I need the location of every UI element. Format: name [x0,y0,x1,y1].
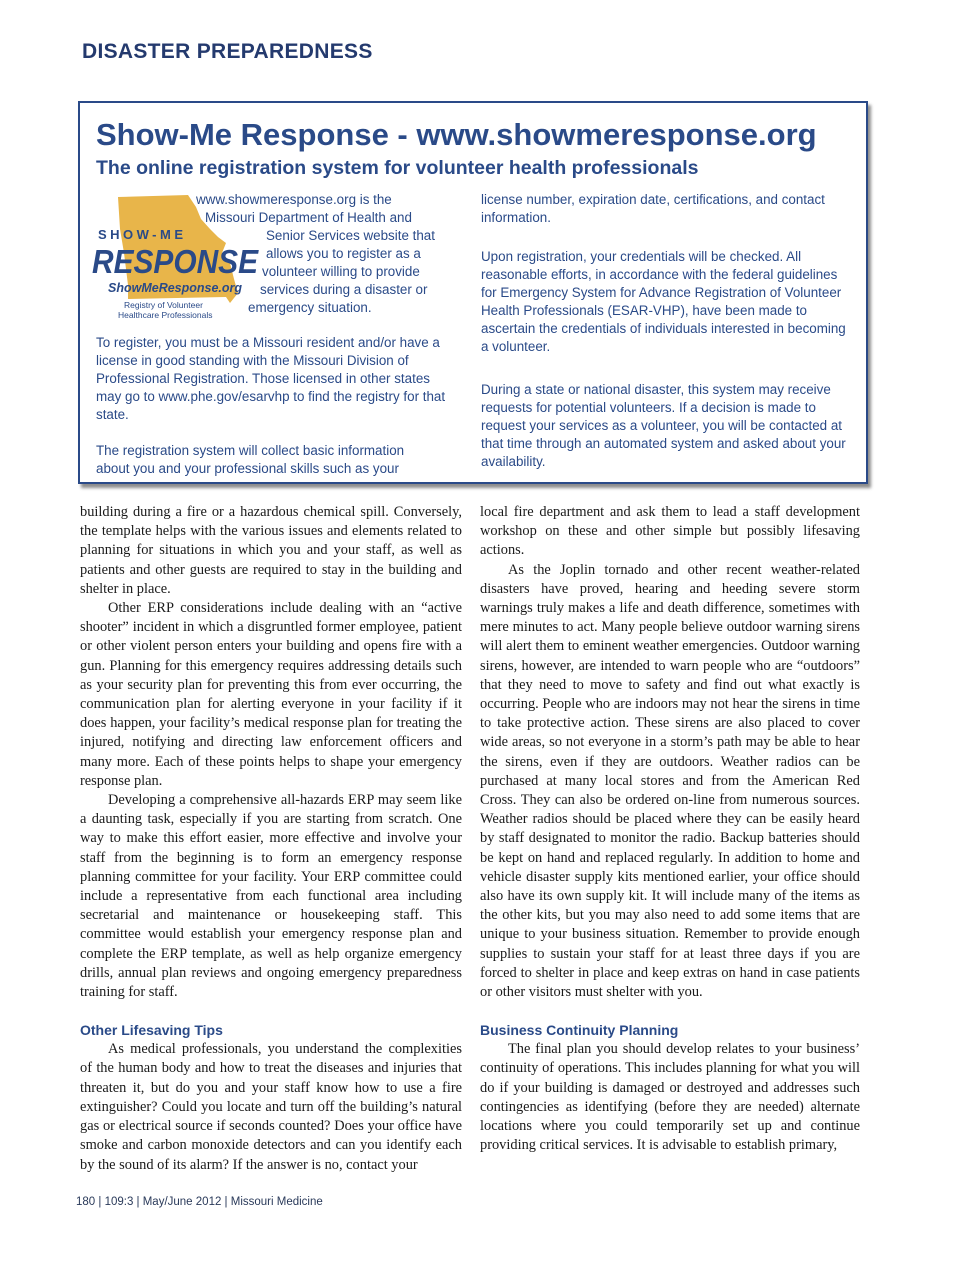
intro-line: volunteer willing to provide [262,264,420,279]
callout-paragraph: Upon registration, your credentials will be checked. All reasonable efforts, in accordance with the federal guidelines for Emergency System for Advance Registration of Volunteer Health Professionals (ESAR-VHP), have been made to ascertain the credentials of individuals interested in becoming a volunteer. [481,249,846,354]
body-paragraph: As medical professionals, you understand the complexities of the human body and how to treat the diseases and injuries that threaten it, but do you and your staff know how to use a fire extinguisher? Could you locate and turn off the building’s natural gas or electrical source if seconds counted? Does your office have smoke and carbon monoxide detectors and can you identify each by the sound of its alarm? If the answer is no, contact your [80,1041,462,1173]
intro-line: allows you to register as a [266,246,421,261]
logo-line2: RESPONSE [92,243,259,280]
body-column-left [80,503,462,1175]
intro-line: Missouri Department of Health and [205,210,412,225]
logo-line1: SHOW-ME [98,227,187,242]
callout-subtitle: The online registration system for volunteer health professionals [96,157,699,179]
callout-title: Show-Me Response - www.showmeresponse.org [96,117,817,152]
callout-paragraph: To register, you must be a Missouri resident and/or have a license in good standing with the Missouri Division of Professional Registration. Those licensed in other states may go to www.phe.gov/esarvhp to find the registry for that state. [96,335,446,422]
body-paragraph: As the Joplin tornado and other recent weather-related disasters have proved, hearing and heeding severe storm warnings truly makes a life and death difference, sometimes with mere minutes to act. Many people believe outdoor warning sirens will alert them to eminent weather emergencies. Outdoor warning sirens, however, are intended to warn people who are “outdoors” that they need to move to safety and find out what exactly is occurring. People who are indoors may not hear the sirens in time to take protective action. These sirens are also placed to cover wide areas, so not everyone in a storm’s path may be able to hear the sirens, even if they are outdoors. Weather radios can be purchased at many local stores and from the American Red Cross. They can also be ordered on-line from numerous sources. Weather radios should be placed where they can be easily heard by staff designated to monitor the radio. Backup batteries should be kept on hand and replaced regularly. In addition to home and vehicle disaster supply kits mentioned earlier, your office should also have its own supply kit. It will include many of the items as the other kits, but you may also need to add some items that are unique to your business situation. Remember to provide enough supplies to sustain your staff for at least three days if you are forced to shelter in place and keep extras on hand in case patients or other visitors must shelter with you. [480,561,860,1001]
body-paragraph: local fire department and ask them to lead a staff development workshop on these and other simple but possibly lifesaving actions. [480,504,860,559]
callout-paragraph: license number, expiration date, certifications, and contact information. [481,192,825,225]
page-footer: 180 | 109:3 | May/June 2012 | Missouri Medicine [76,1196,323,1208]
body-column-right [480,503,860,1156]
intro-line: services during a disaster or [260,282,428,297]
logo-line4: Registry of Volunteer [124,300,203,310]
callout-paragraph: The registration system will collect basic information about you and your professional skills such as your [96,443,405,476]
body-paragraph: Developing a comprehensive all-hazards ERP may seem like a daunting task, especially if you are starting from scratch. One way to make this effort easier, more effective and involve your staff from the beginning is to form an emergency response planning committee for your facility. Your ERP committee could include a representative from each functional area including secretarial and maintenance or housekeeping staff. This committee would establish your emergency response plan and complete the ERP template, as well as help organize emergency drills, annual plan reviews and ongoing emergency preparedness training for staff. [80,792,462,1001]
intro-line: Senior Services website that [266,228,435,243]
body-paragraph: Other ERP considerations include dealing with an “active shooter” incident in which a disgruntled former employee, patient or other violent person enters your building and opens fire with a gun. Planning for this emergency requires addressing details such as your security plan for preventing this from ever occurring, the communication plan for alerting everyone in your facility if it does happen, your facility’s medical response plan for treating the injured, notifying and directing law enforcement officers and many more. Each of these points helps to shape your emergency response plan. [80,600,462,789]
body-paragraph: The final plan you should develop relates to your business’ continuity of operations. This includes planning for what you will do if your building is damaged or destroyed and addresses such contingencies as identifying (before they are needed) alternate locations where you could temporarily set up and continue providing critical services. It is advisable to establish primary, [480,1041,860,1154]
callout-paragraph: During a state or national disaster, this system may receive requests for potential volunteers. If a decision is made to request your services as a volunteer, you will be contacted at that time through an automated system and asked about your availability. [481,382,846,469]
intro-line: emergency situation. [248,300,372,315]
section-heading: Business Continuity Planning [480,1022,679,1039]
logo-line5: Healthcare Professionals [118,310,213,320]
intro-line: www.showmeresponse.org is the [196,192,392,207]
sidebar-callout-box [78,101,868,484]
section-label: DISASTER PREPAREDNESS [82,40,373,63]
section-heading: Other Lifesaving Tips [80,1022,223,1039]
body-paragraph: building during a fire or a hazardous chemical spill. Conversely, the template helps with the various issues and elements related to planning for situations in which you and your staff, as well as patients and other guests are required to stay in the building and shelter in place. [80,504,462,597]
logo-line3: ShowMeResponse.org [108,281,243,295]
